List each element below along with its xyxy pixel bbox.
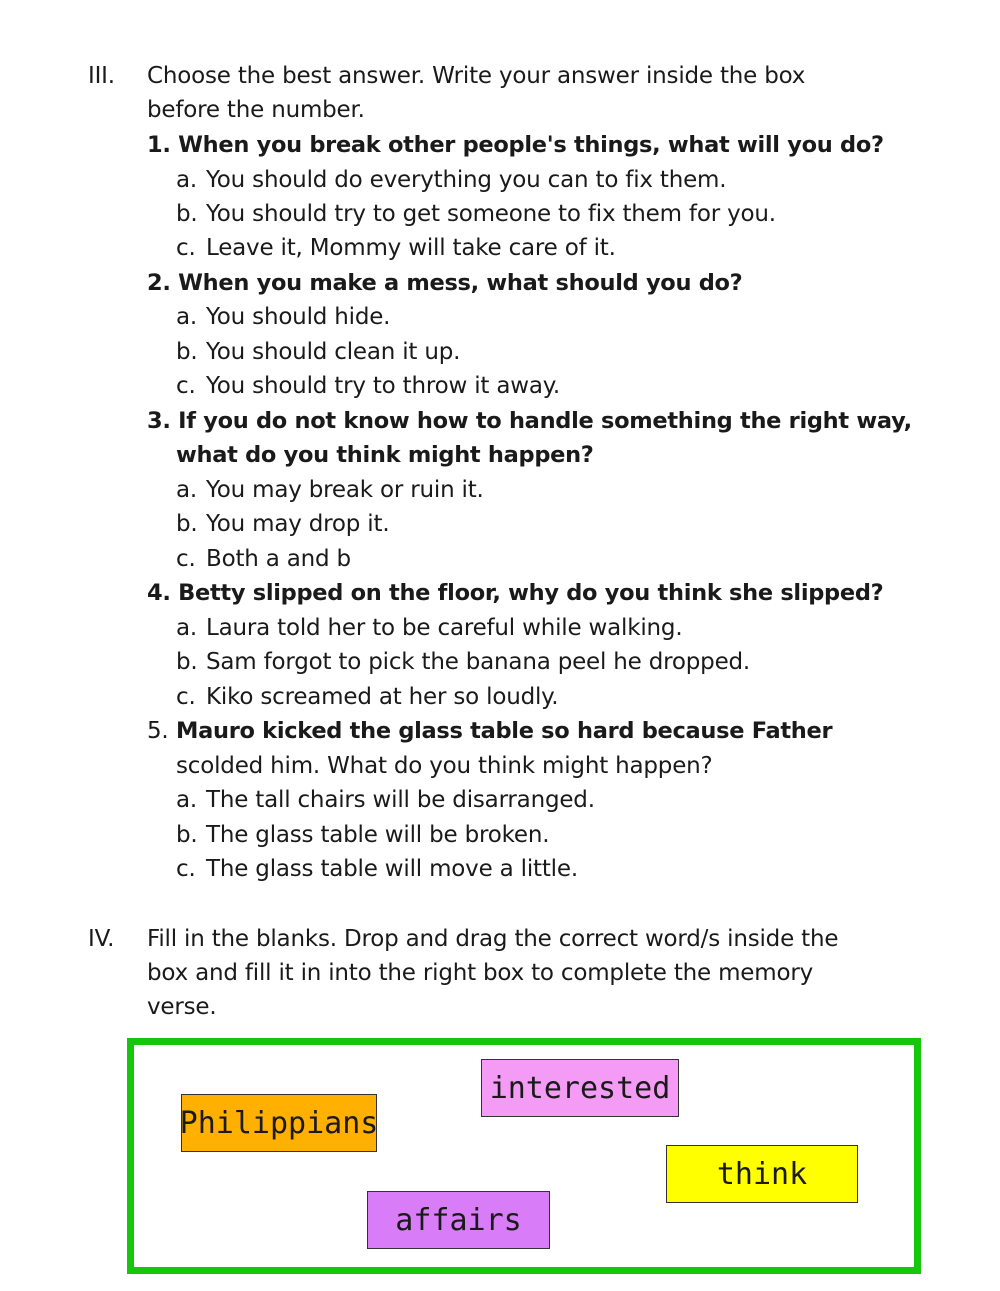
option-text: You should try to throw it away. <box>206 373 560 399</box>
option-text: Both a and b <box>206 546 351 572</box>
section-4-instruction-cont: box and fill it in into the right box to complete the memory <box>147 960 814 986</box>
question-5-cont: scolded him. What do you think might happen? <box>176 753 713 779</box>
option-letter: c. <box>176 373 196 399</box>
section-4-numeral: IV. <box>88 926 115 952</box>
option-letter: a. <box>176 167 198 193</box>
option-letter: a. <box>176 787 198 813</box>
word-tile-think[interactable]: think <box>666 1145 858 1203</box>
question-5-number: 5. <box>147 718 169 744</box>
question-4: 4. Betty slipped on the floor, why do you think she slipped? <box>147 580 884 606</box>
option-text: You should hide. <box>206 304 391 330</box>
option-text: You should clean it up. <box>206 339 461 365</box>
section-4-instruction-end: verse. <box>147 994 217 1020</box>
option-letter: c. <box>176 546 196 572</box>
option-text: You should try to get someone to fix them for you. <box>206 201 776 227</box>
option-text: You may break or ruin it. <box>206 477 484 503</box>
option-text: Laura told her to be careful while walking. <box>206 615 683 641</box>
word-tile-interested[interactable]: interested <box>481 1059 679 1117</box>
option-letter: b. <box>176 822 198 848</box>
option-letter: b. <box>176 339 198 365</box>
question-5: Mauro kicked the glass table so hard because Father <box>176 718 833 744</box>
option-text: Leave it, Mommy will take care of it. <box>206 235 616 261</box>
option-letter: b. <box>176 649 198 675</box>
option-letter: c. <box>176 684 196 710</box>
option-text: You may drop it. <box>206 511 390 537</box>
option-letter: a. <box>176 477 198 503</box>
question-3-cont: what do you think might happen? <box>176 442 594 468</box>
section-3-instruction: Choose the best answer. Write your answer inside the box <box>147 63 806 89</box>
option-letter: a. <box>176 304 198 330</box>
option-letter: c. <box>176 235 196 261</box>
option-text: The glass table will move a little. <box>206 856 578 882</box>
option-letter: b. <box>176 201 198 227</box>
option-text: The glass table will be broken. <box>206 822 550 848</box>
option-text: Kiko screamed at her so loudly. <box>206 684 559 710</box>
option-text: Sam forgot to pick the banana peel he dropped. <box>206 649 751 675</box>
option-text: The tall chairs will be disarranged. <box>206 787 595 813</box>
word-tile-affairs[interactable]: affairs <box>367 1191 550 1249</box>
word-bank-box <box>127 1038 921 1274</box>
section-3-instruction-cont: before the number. <box>147 97 365 123</box>
word-tile-philippians[interactable]: Philippians <box>181 1094 377 1152</box>
option-letter: c. <box>176 856 196 882</box>
section-4-instruction: Fill in the blanks. Drop and drag the correct word/s inside the <box>147 926 839 952</box>
option-letter: b. <box>176 511 198 537</box>
option-text: You should do everything you can to fix them. <box>206 167 727 193</box>
option-letter: a. <box>176 615 198 641</box>
section-3-numeral: III. <box>88 63 115 89</box>
question-1: 1. When you break other people's things, what will you do? <box>147 132 884 158</box>
question-2: 2. When you make a mess, what should you do? <box>147 270 743 296</box>
question-3: 3. If you do not know how to handle something the right way, <box>147 408 912 434</box>
